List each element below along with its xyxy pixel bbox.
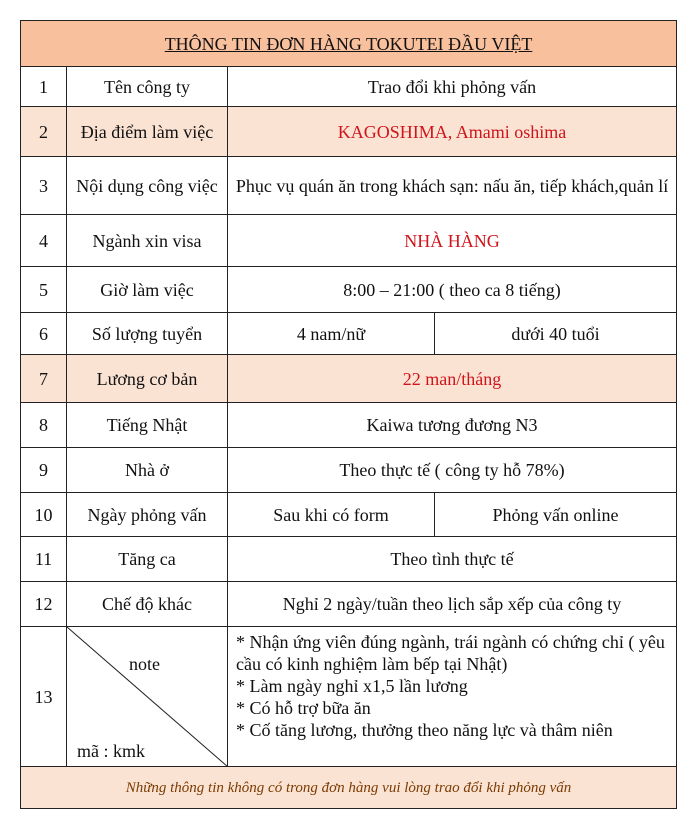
row-value-b: dưới 40 tuổi xyxy=(435,313,677,355)
row-value-a: Sau khi có form xyxy=(228,493,435,537)
table-row xyxy=(21,267,677,313)
footer-row xyxy=(21,767,677,809)
row-number: 9 xyxy=(21,448,67,493)
note-item: * Nhận ứng viên đúng ngành, trái ngành có chứng chỉ ( yêu cầu có kinh nghiệm làm bếp tại Nhật) xyxy=(236,632,665,674)
table-row xyxy=(21,355,677,403)
table-row xyxy=(21,582,677,627)
table-row xyxy=(21,67,677,107)
row-label: Lương cơ bản xyxy=(67,355,228,403)
row-number: 8 xyxy=(21,403,67,448)
row-number: 1 xyxy=(21,67,67,107)
table-row xyxy=(21,107,677,157)
row-label: Địa điểm làm việc xyxy=(67,107,228,157)
row-label: Giờ làm việc xyxy=(67,267,228,313)
note-label: note xyxy=(129,654,160,674)
table-row xyxy=(21,403,677,448)
row-number: 11 xyxy=(21,537,67,582)
note-item: * Cố tăng lương, thưởng theo năng lực và thâm niên xyxy=(236,720,613,740)
row-value: KAGOSHIMA, Amami oshima xyxy=(228,107,677,157)
table-row xyxy=(21,537,677,582)
row-number: 5 xyxy=(21,267,67,313)
row-value: Nghỉ 2 ngày/tuần theo lịch sắp xếp của công ty xyxy=(228,582,677,627)
notes-cell xyxy=(228,627,677,767)
row-number: 2 xyxy=(21,107,67,157)
row-value: Theo tình thực tế xyxy=(228,537,677,582)
row-value: Theo thực tế ( công ty hỗ 78%) xyxy=(228,448,677,493)
row-number: 7 xyxy=(21,355,67,403)
row-label: Nhà ở xyxy=(67,448,228,493)
order-document xyxy=(20,20,676,809)
row-number: 13 xyxy=(21,627,67,767)
row-value: NHÀ HÀNG xyxy=(228,215,677,267)
note-item: * Có hỗ trợ bữa ăn xyxy=(236,698,371,718)
order-table xyxy=(20,20,677,809)
row-value-a: 4 nam/nữ xyxy=(228,313,435,355)
row-number: 12 xyxy=(21,582,67,627)
table-row xyxy=(21,215,677,267)
title-row xyxy=(21,21,677,67)
table-row xyxy=(21,493,677,537)
row-value: 8:00 – 21:00 ( theo ca 8 tiếng) xyxy=(228,267,677,313)
footer-note: Những thông tin không có trong đơn hàng vui lòng trao đổi khi phỏng vấn xyxy=(21,767,677,809)
row-value: Phục vụ quán ăn trong khách sạn: nấu ăn, tiếp khách,quản lí xyxy=(228,157,677,215)
row-value: Kaiwa tương đương N3 xyxy=(228,403,677,448)
row-label: Chế độ khác xyxy=(67,582,228,627)
note-code-cell xyxy=(67,627,228,767)
row-number: 6 xyxy=(21,313,67,355)
row-label: Ngày phỏng vấn xyxy=(67,493,228,537)
table-row xyxy=(21,157,677,215)
table-row xyxy=(21,448,677,493)
row-value-b: Phỏng vấn online xyxy=(435,493,677,537)
row-value: 22 man/tháng xyxy=(228,355,677,403)
row-label: Tăng ca xyxy=(67,537,228,582)
order-title: THÔNG TIN ĐƠN HÀNG TOKUTEI ĐẦU VIỆT xyxy=(21,21,677,67)
code-label: mã : kmk xyxy=(77,741,145,761)
table-row xyxy=(21,627,677,767)
table-row xyxy=(21,313,677,355)
row-label: Nội dụng công việc xyxy=(67,157,228,215)
row-value: Trao đổi khi phỏng vấn xyxy=(228,67,677,107)
row-number: 4 xyxy=(21,215,67,267)
note-item: * Làm ngày nghỉ x1,5 lần lương xyxy=(236,676,468,696)
row-label: Số lượng tuyển xyxy=(67,313,228,355)
row-label: Tiếng Nhật xyxy=(67,403,228,448)
row-number: 10 xyxy=(21,493,67,537)
row-label: Tên công ty xyxy=(67,67,228,107)
row-label: Ngành xin visa xyxy=(67,215,228,267)
row-number: 3 xyxy=(21,157,67,215)
